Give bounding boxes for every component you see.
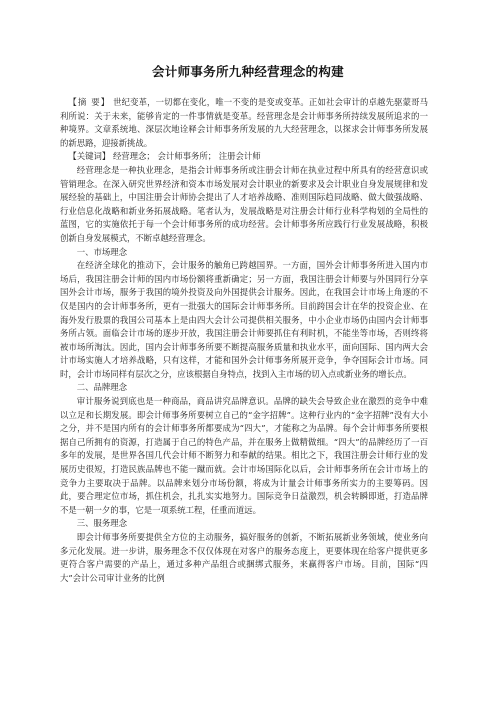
section-paragraph-brand: 审计服务说到底也是一种商品，商品讲究品牌意识。品牌的缺失会导致企业在激烈的竞争中难以立足和长期发展。即会计师事务所要树立自己的“金字招牌”。这种行业内的“金字招牌”没有大小之分，并不是国内所有的会计师事务所都要成为“四大”，才能称之为品牌。每个会计师事务所要根据自己所拥有的资源，打造属于自己的特色产品，并在服务上做精做细。“四大”的品牌经历了一百多年的发展，是世界各国几代会计师不断努力和奉献的结果。相比之下，我国注册会计师行业的发展历史很短，打造民族品牌也不能一蹴而就。会计市场国际化以后，会计师事务所在会计市场上的竞争力主要取决于品牌。以品牌来划分市场份额，将成为计量会计师事务所实力的主要筹码。因此，要合理定位市场，抓住机会，扎扎实实地努力。国际竞争日益激烈，机会转瞬即逝，打造品牌不是一朝一夕的事，它是一项系统工程，任重而道远。 [60, 396, 428, 515]
section-paragraph-service: 即会计师事务所要提供全方位的主动服务，搞好服务的创新，不断拓展新业务领域，使业务向多元化发展。进一步讲，服务理念不仅仅体现在对客户的服务态度上，更要体现在给客户提供更多更符合客户需要的产品上，通过多种产品组合或捆绑式服务，来赢得客户市场。目前，国际“四大”会计公司审计业务的比例 [60, 532, 428, 583]
section-heading-service: 三、服务理念 [76, 518, 128, 529]
section-paragraph-market: 在经济全球化的推动下，会计服务的触角已跨越国界。一方面，国外会计师事务所进入国内市场后，我国注册会计师的国内市场份额将重新确定；另一方面，我国注册会计师要与外国同行分享国外会计市场，服务于我国的境外投资及向外国提供会计服务。因此，在我国会计市场上角逐的不仅是国内的会计师事务所，更有一批强大的国际会计师事务所。目前跨国会计在华的投资企业、在海外发行股票的我国公司基本上是由四大会计公司提供相关服务，中小企业市场仍由国内会计师事务所占领。面临会计市场的逐步开放，我国注册会计师要抓住有利时机，不能坐等市场，否则终将被市场所淘汰。因此，国内会计师事务所要不断提高服务质量和执业水平，面向国际、国内两大会计市场实施人才培养战略，只有这样，才能和国外会计师事务所展开竞争，争夺国际会计市场。同时，会计市场同样有层次之分，应该根据自身特点，找到入主市场的切入点或新业务的增长点。 [60, 260, 428, 379]
abstract-label: 【摘 要】 [68, 97, 111, 107]
article-body [60, 96, 428, 585]
abstract-paragraph [60, 96, 428, 150]
keywords-label: 【关键词】 [68, 151, 111, 162]
page-title: 会计师事务所九种经营理念的构建 [151, 64, 344, 79]
abstract-text: 世纪变革，一切都在变化，唯一不变的是变或变革。正如社会审计的卓越先驱蒙哥马利所说：关于未来，能够肯定的一件事情就是变革。经营理念是会计师事务所持续发展所追求的一种境界。文章系统地、深层次地诠释会计师事务所发展的九大经营理念，以探求会计师事务所发展的新思路，迎接新挑战。 [60, 97, 428, 148]
keywords-paragraph [60, 150, 428, 164]
section-heading-market: 一、市场理念 [76, 246, 128, 257]
section-heading-brand: 二、品牌理念 [76, 382, 128, 393]
keywords-text: 经营理念； 会计师事务所； 注册会计师 [112, 151, 261, 162]
intro-paragraph: 经营理念是一种执业理念，是指会计师事务所或注册会计师在执业过程中所具有的经营意识或管销理念。在深入研究世界经济和资本市场发展对会计职业的新要求及会计职业自身发展规律和发展经验的基础上，中国注册会计师协会提出了人才培养战略、准则国际趋同战略、做大做强战略、行业信息化战略和新业务拓展战略。笔者认为，发展战略是对注册会计师行业科学构划的全局性的蓝图，它的实施依托于每一个会计师事务所的成功经营。会计师事务所应践行行业发展战略，积极创新自身发展模式，不断卓越经营理念。 [60, 164, 428, 243]
